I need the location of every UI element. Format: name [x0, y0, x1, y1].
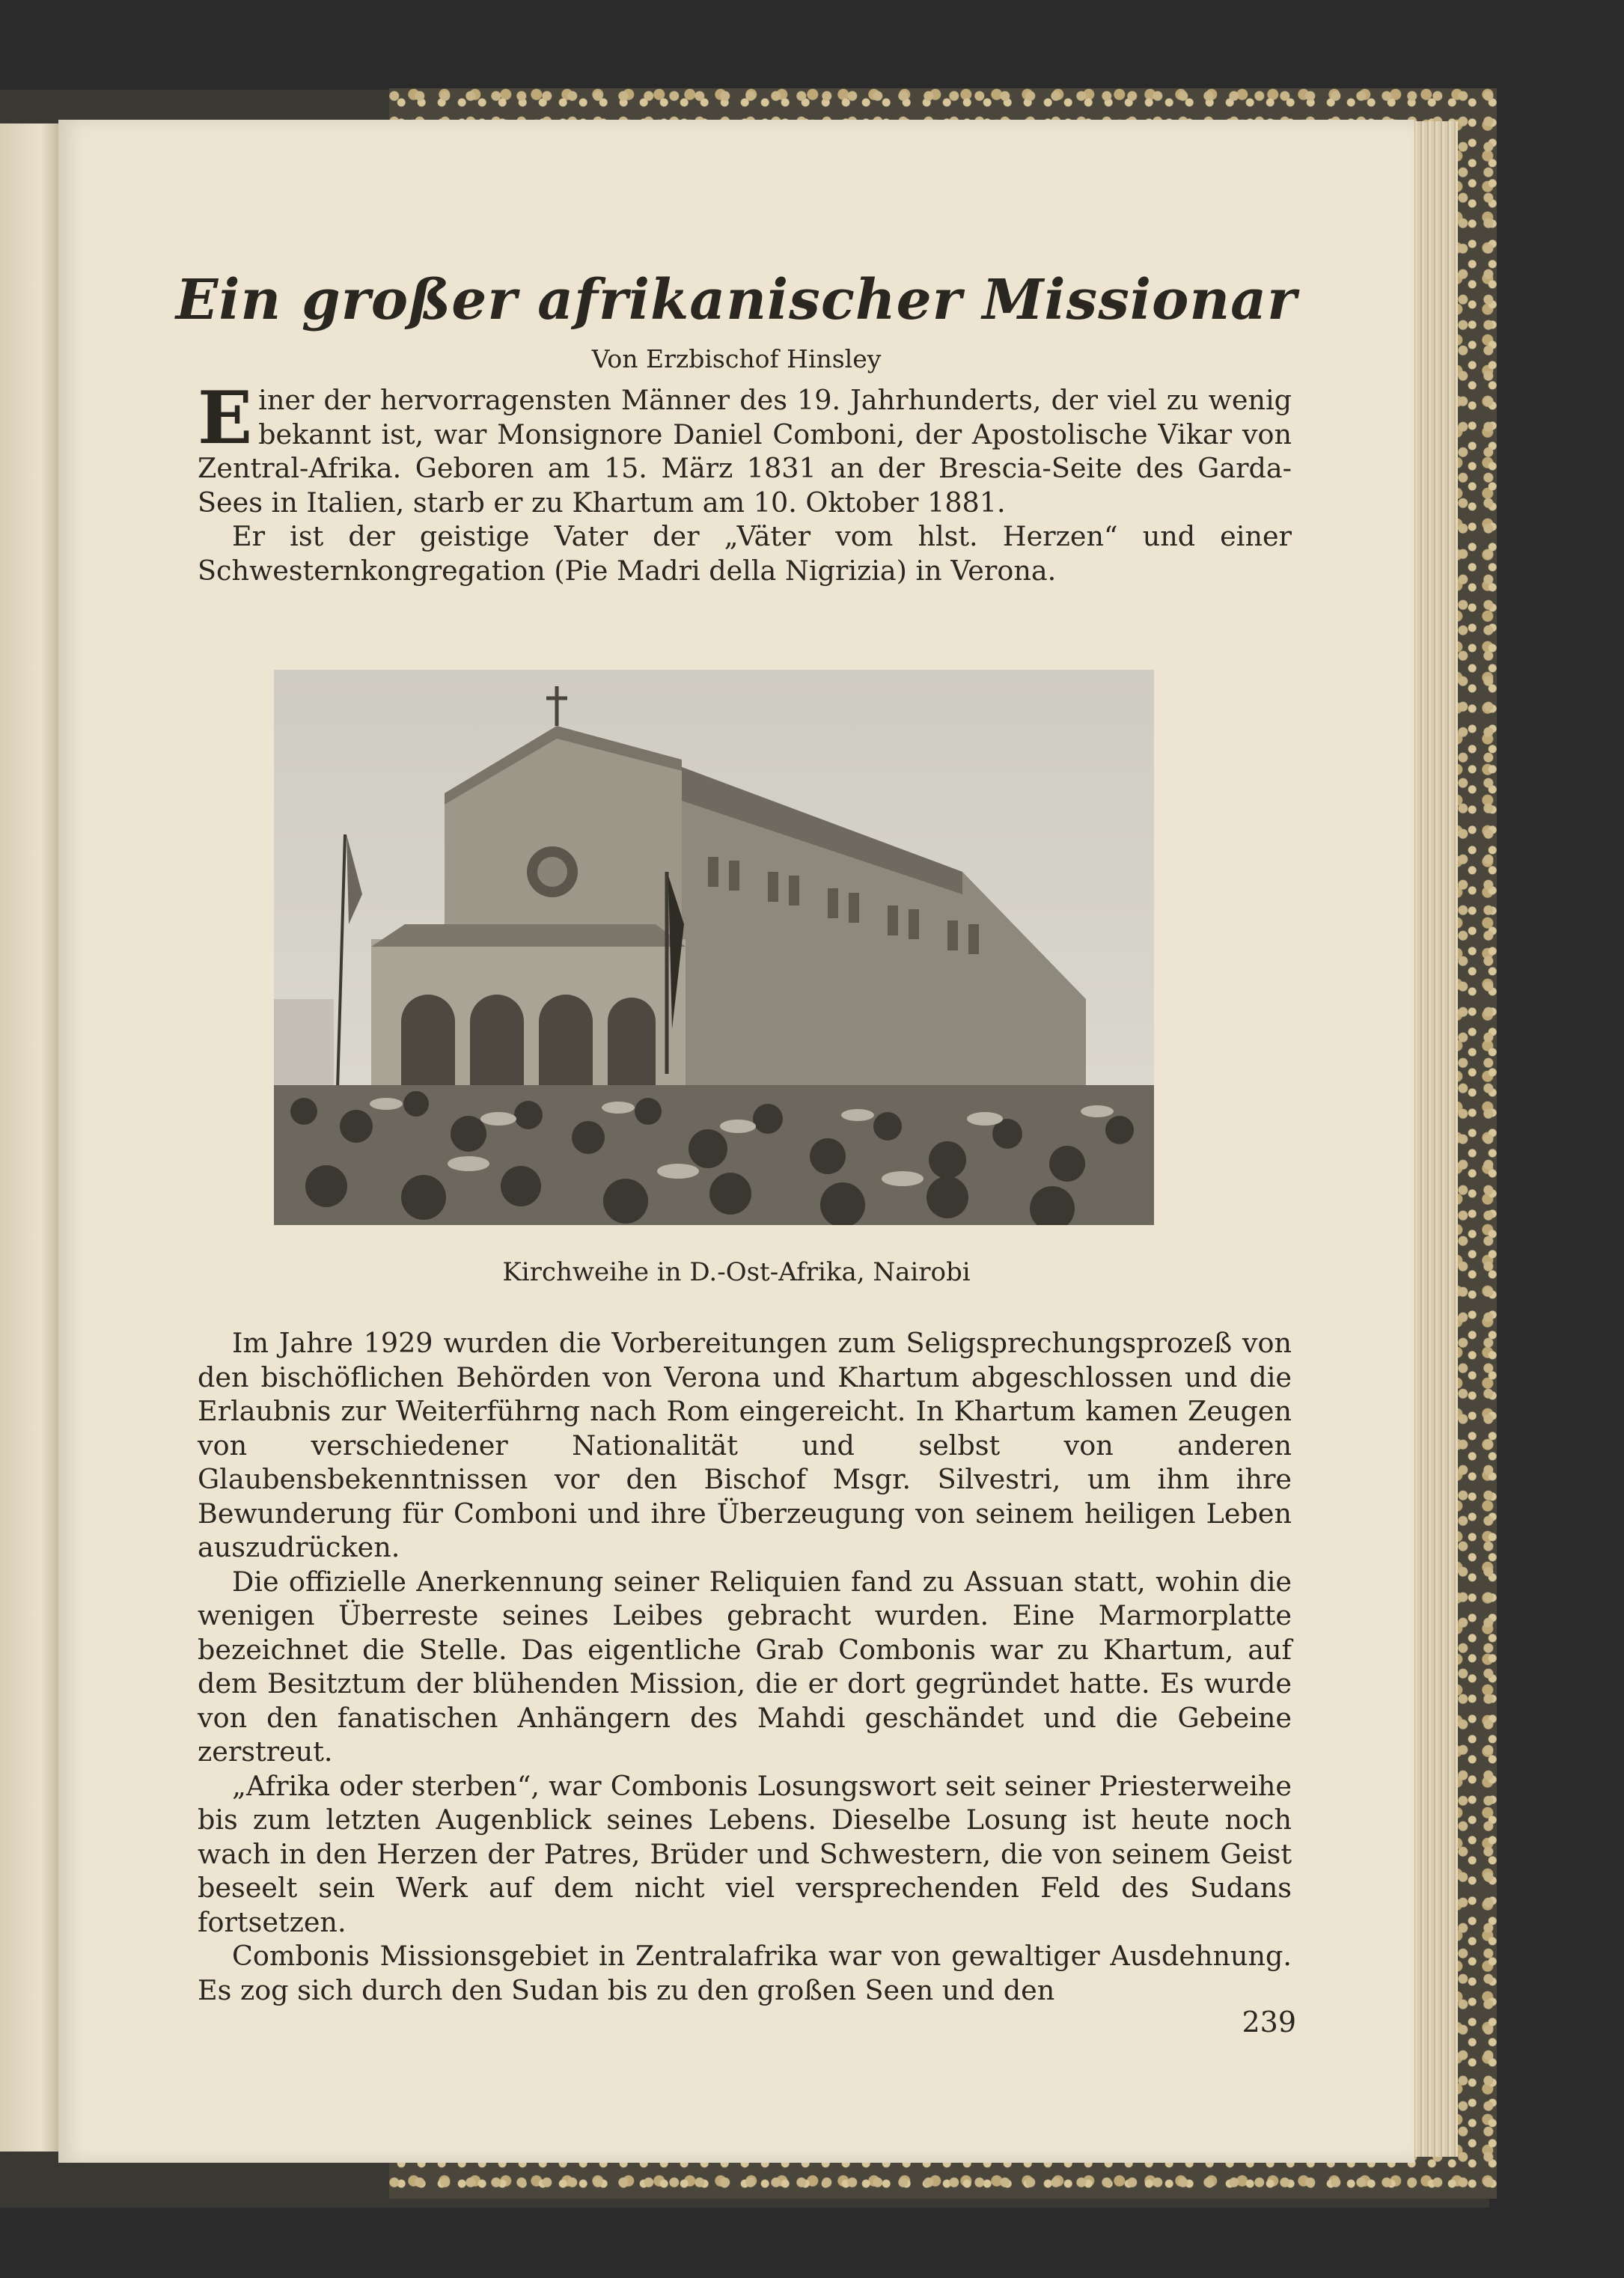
drop-cap: E	[198, 376, 253, 460]
church-photo-image	[274, 670, 1154, 1225]
article-title: Ein großer afrikanischer Missionar	[175, 268, 1298, 332]
book-page	[58, 120, 1414, 2163]
body-text	[198, 1326, 1292, 2007]
facing-page-edge	[0, 123, 58, 2152]
body-paragraph-1: Im Jahre 1929 wurden die Vorbereitungen zum Seligsprechungsprozeß von den bischöflichen Behörden von Verona und Khartum abgeschlossen und die Erlaubnis zur Weiterführng nach Rom eingereicht. In Khartum kamen Zeugen von verschiedener Nationalität und selbst von anderen Glaubensbekenntnissen vor den Bischof Msgr. Silvestri, um ihm ihre Bewunderung für Comboni und ihre Überzeugung von seinem heiligen Leben auszudrücken.	[198, 1327, 1292, 1563]
article-byline: Von Erzbischof Hinsley	[591, 344, 882, 373]
body-paragraph-3: „Afrika oder sterben“, war Combonis Losungswort seit seiner Priesterweihe bis zum letzten Augenblick seines Lebens. Dieselbe Losung ist heute noch wach in den Herzen der Patres, Brüder und Schwestern, die von seinem Geist beseelt sein Werk auf dem nicht viel versprechenden Feld des Sudans fortsetzen.	[198, 1769, 1292, 1938]
intro-paragraph-1	[198, 376, 1292, 519]
church-photo	[274, 670, 1154, 1225]
photo-caption: Kirchweihe in D.-Ost-Afrika, Nairobi	[502, 1257, 971, 1287]
intro-paragraph-1-text: iner der hervorragensten Männer des 19. Jahrhunderts, der viel zu wenig bekannt ist, war Monsignore Daniel Comboni, der Apostolische Vikar von Zentral-Afrika. Geboren am 15. März 1831 an der Brescia-Seite des Garda-Sees in Italien, starb er zu Khartum am 10. Oktober 1881.	[198, 384, 1292, 519]
body-paragraph-2: Die offizielle Anerkennung seiner Reliquien fand zu Assuan statt, wohin die wenigen Überreste seines Leibes gebracht wurden. Eine Marmorplatte bezeichnet die Stelle. Das eigentliche Grab Combonis war zu Khartum, auf dem Besitztum der blühenden Mission, die er dort gegründet hatte. Es wurde von den fanatischen Anhängern des Mahdi geschändet und die Gebeine zerstreut.	[198, 1565, 1292, 1768]
intro-text	[198, 376, 1292, 587]
body-paragraph-4: Combonis Missionsgebiet in Zentralafrika war von gewaltiger Ausdehnung. Es zog sich durch den Sudan bis zu den großen Seen und den	[198, 1940, 1292, 2006]
intro-paragraph-2: Er ist der geistige Vater der „Väter vom hlst. Herzen“ und einer Schwesternkongregation (Pie Madri della Nigrizia) in Verona.	[198, 520, 1292, 587]
page-number: 239	[1242, 2006, 1296, 2039]
